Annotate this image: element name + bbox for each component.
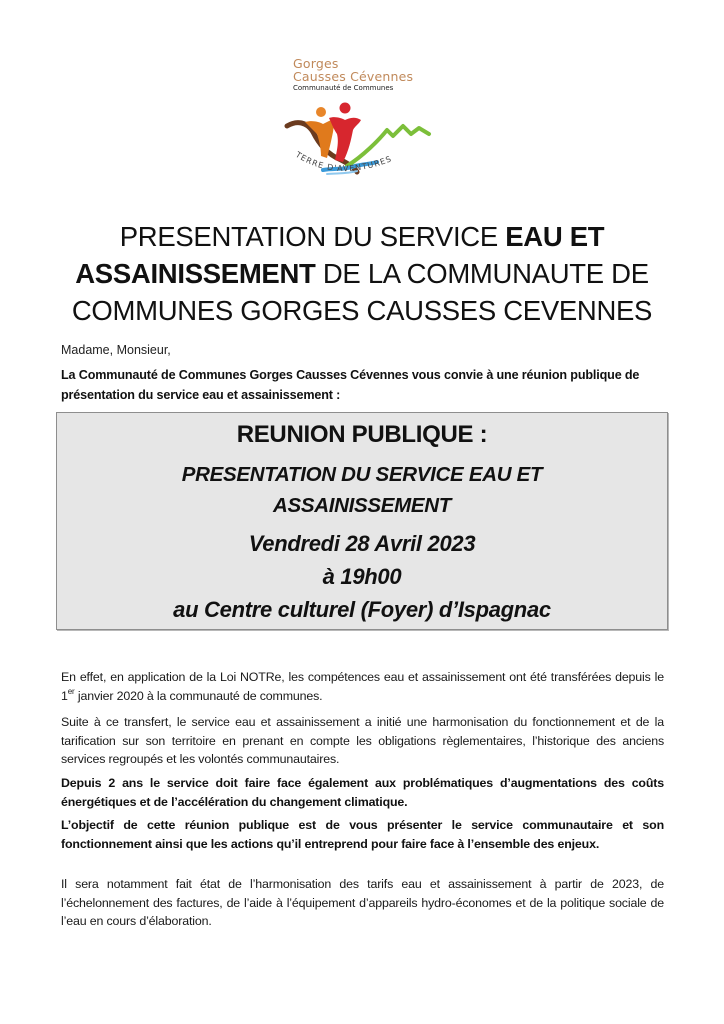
title-normal-text: PRESENTATION DU SERVICE — [119, 221, 506, 252]
logo-tagline-text: TERRE D'AVENTURES — [293, 150, 394, 174]
paragraph-harmonisation: Il sera notamment fait état de l’harmonisation des tarifs eau et assainissement à partir de 2023, de l’échelonnement des factures, de l’aide à l’équipement d’appareils hydro-économes et de la politique sociale de l’eau en cours d’élaboration. — [61, 877, 664, 928]
logo-tagline — [283, 148, 443, 188]
logo-text-gorges: Gorges — [293, 56, 339, 71]
title-bold-text: ASSAINISSEMENT — [75, 258, 316, 289]
event-subtitle-line-2: ASSAINISSEMENT — [272, 494, 452, 517]
event-subtitle-line-1: PRESENTATION DU SERVICE EAU ET — [181, 463, 543, 486]
event-time: à 19h00 — [322, 564, 402, 589]
svg-text:TERRE D'AVENTURES — [293, 150, 393, 174]
community-logo — [283, 48, 443, 188]
title-bold-text: EAU ET — [505, 221, 605, 252]
paragraph-text: janvier 2020 à la communauté de communes. — [74, 688, 323, 703]
paragraph-loi-notre — [61, 668, 664, 705]
paragraph-text: En effet, en application de la Loi NOTRe, les compétences eau et assainissement ont été transférées depuis le 1 — [61, 670, 664, 703]
logo-text-causses-cevennes: Causses Cévennes — [293, 69, 414, 84]
logo-text-communaute: Communauté de Communes — [293, 84, 394, 92]
intro-paragraph: La Communauté de Communes Gorges Causses Cévennes vous convie à une réunion publique de présentation du service eau et assainissement : — [61, 368, 640, 402]
superscript-er: er — [67, 686, 75, 696]
title-line-3 — [40, 292, 684, 329]
salutation: Madame, Monsieur, — [61, 343, 171, 357]
title-line-1 — [40, 218, 684, 255]
paragraph-objectif: L’objectif de cette réunion publique est de vous présenter le service communautaire et son fonctionnement ainsi que les actions qu’il entreprend pour faire face à l’ensemble des enjeux. — [61, 818, 664, 851]
paragraph-transfert: Suite à ce transfert, le service eau et assainissement a initié une harmonisation du fonctionnement et de la tarification sur son territoire en prenant en compte les obligations règlementaires, l’historique des anciens services regroupés et les volontés communautaires. — [61, 715, 664, 766]
event-place: au Centre culturel (Foyer) d’Ispagnac — [173, 597, 551, 622]
title-normal-text: COMMUNES GORGES CAUSSES CEVENNES — [71, 295, 653, 326]
event-heading: REUNION PUBLIQUE : — [236, 421, 488, 448]
title-normal-text: DE LA COMMUNAUTE DE — [315, 258, 649, 289]
page-title — [40, 218, 684, 329]
paragraph-depuis-2-ans: Depuis 2 ans le service doit faire face également aux problématiques d’augmentations des coûts énergétiques et de l’accélération du changement climatique. — [61, 776, 664, 809]
event-date: Vendredi 28 Avril 2023 — [248, 531, 476, 556]
event-box — [56, 412, 668, 630]
title-line-2 — [40, 255, 684, 292]
